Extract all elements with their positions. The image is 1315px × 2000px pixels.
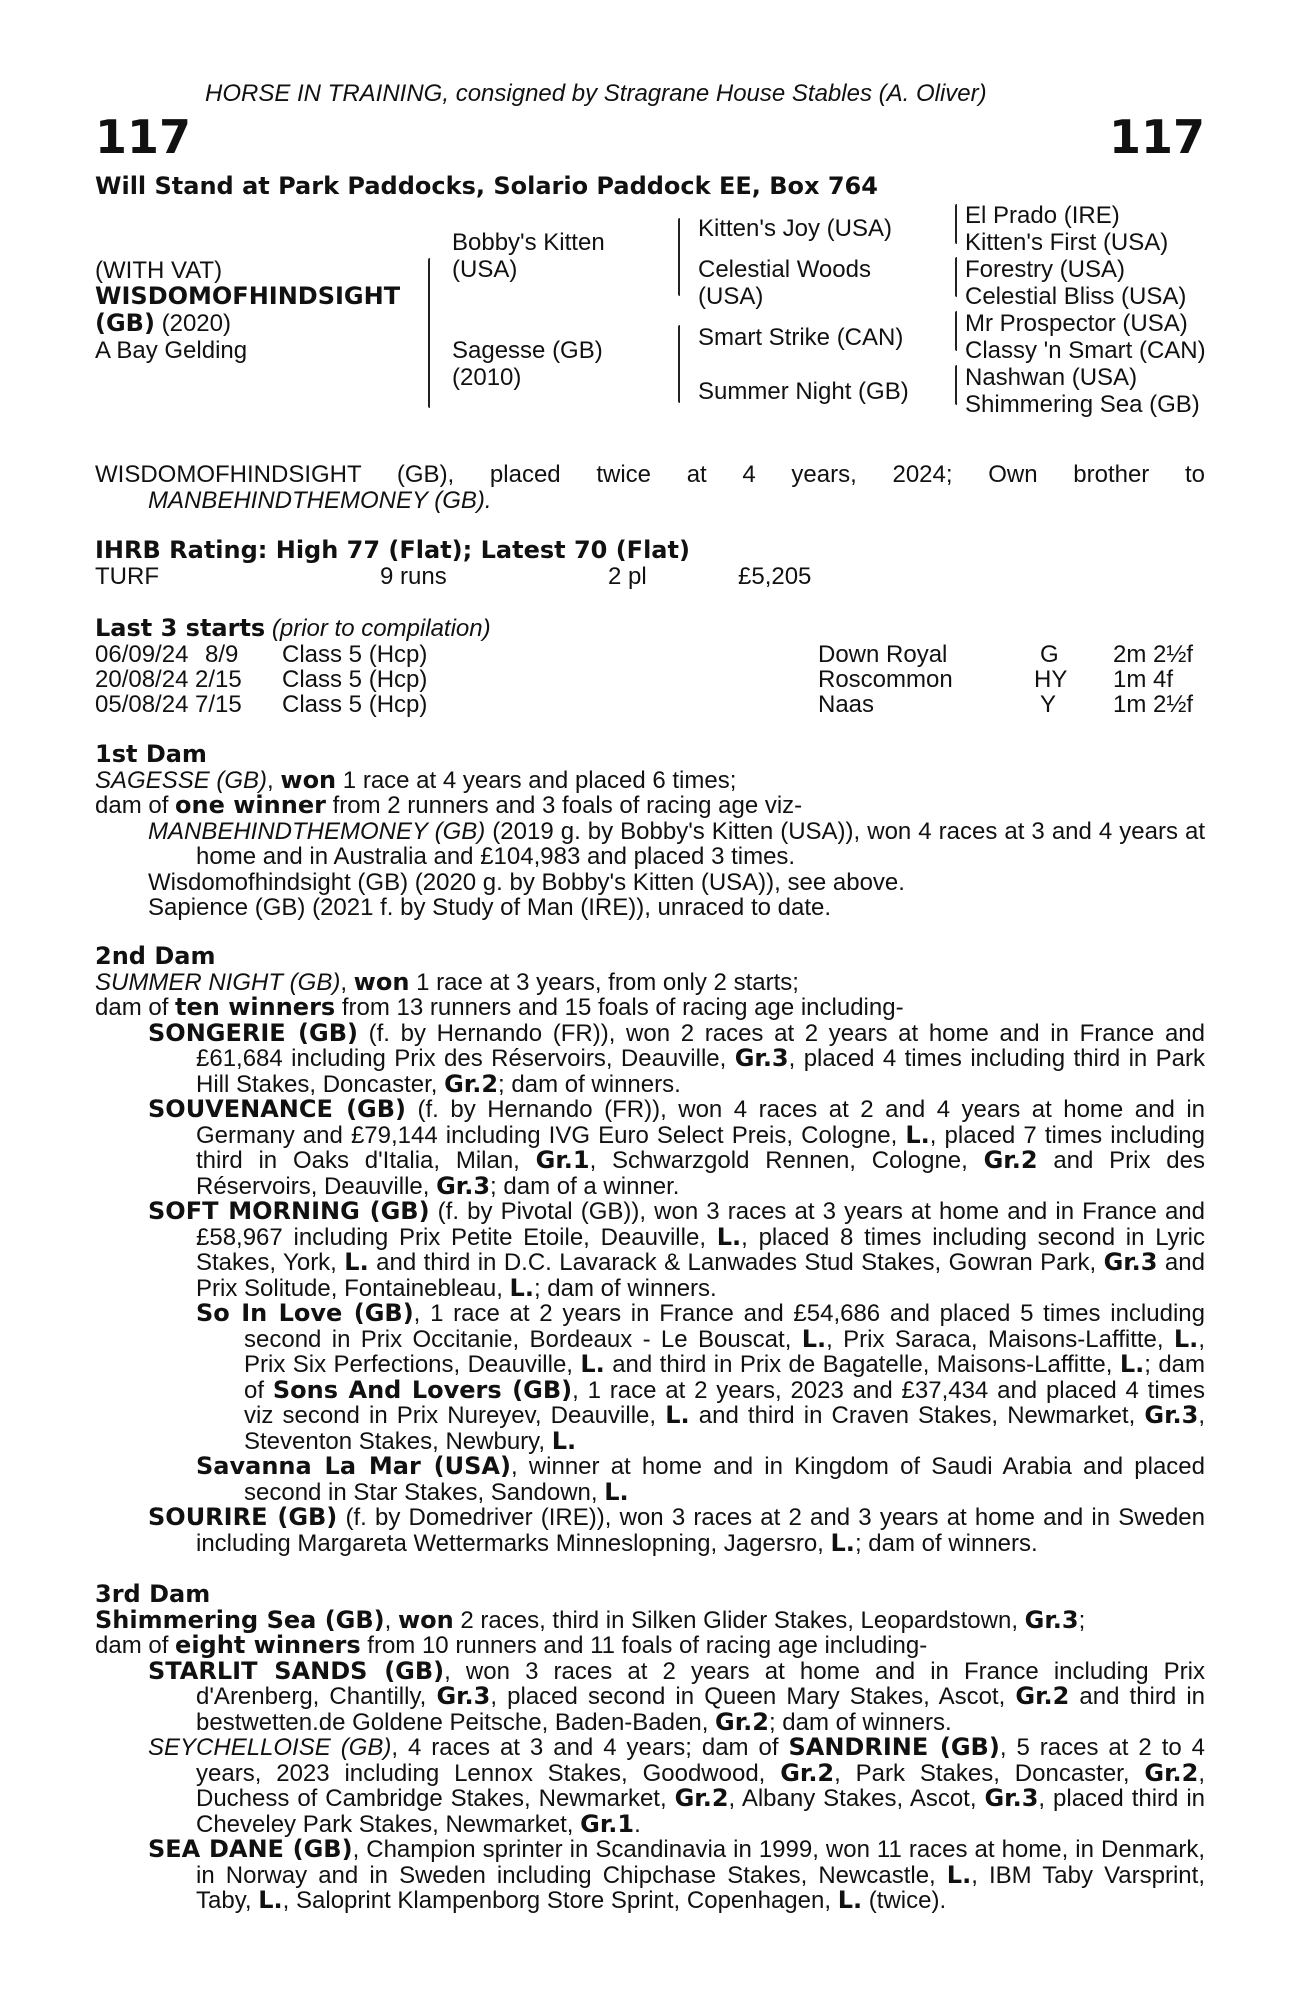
horse-origin-year [95,310,231,337]
text: , Steventon Stakes, Newbury, [244,1402,1205,1455]
start-position: 8/9 [205,641,239,668]
text: (f. by Hernando (FR)), won 4 races at 2 and 4 years at home and in Germany and £79,144 including IVG Euro Select Preis, Cologne, [196,1096,1205,1149]
dam-name: Sagesse (GB) [452,337,603,364]
first-dam-name: SAGESSE (GB) [95,766,268,794]
start-distance: 2m 2½f [1113,641,1194,668]
text: (f. by Domedriver (IRE)), won 3 races at 2 and 3 years at home and in Sweden including Margareta Wettermarks Minneslopning, Jagersro, [196,1504,1205,1557]
ped-dds: Nashwan (USA) [965,364,1138,391]
pedigree-brace-dd [955,365,957,405]
pedigree-brace-dam [678,325,680,403]
sep: , [384,1606,398,1634]
text: from 13 runners and 15 foals of racing age including- [335,994,904,1021]
grade: Gr.1 [535,1146,590,1174]
progeny-entry: Wisdomofhindsight (GB) (2020 g. by Bobby's Kitten (USA)), see above. [148,868,905,896]
horse-year: (2020) [154,310,231,337]
start-course: Down Royal [818,641,948,668]
last-starts-title: Last 3 starts [95,614,266,642]
ped-ssd: Kitten's First (USA) [965,229,1169,256]
text: , Park Stakes, Doncaster, [834,1759,1145,1787]
second-dam-section [95,944,1205,1556]
grade: Gr.3 [734,1044,789,1072]
text: ; dam of winners. [768,1708,952,1736]
text: , Champion sprinter in Scandinavia in 1999, won 11 races at home, in Denmark, in Norway and in Sweden including Chipchase Stakes, Newcastle, [196,1836,1205,1889]
text: , Prix Saraca, Maisons-Laffitte, [826,1325,1174,1353]
start-going: HY [1034,666,1068,693]
grade: L. [801,1324,827,1353]
grade: Gr.2 [444,1069,499,1098]
progeny-entry [148,819,1205,870]
text: (f. by Pivotal (GB)), won 3 races at 3 years at home and in France and £58,967 including Prix Petite Etoile, Deauville, [196,1198,1206,1251]
grade: Gr.2 [1015,1682,1070,1710]
start-position: 2/15 [195,666,242,693]
horse-name: WISDOMOFHINDSIGHT [95,282,401,310]
progeny-name: MANBEHINDTHEMONEY (GB) [148,817,486,845]
grand-progeny-entry [196,1454,1205,1505]
dam-sire: Smart Strike (CAN) [698,324,904,351]
progeny-entry [148,1656,1206,1736]
third-dam-title: 3rd Dam [95,1580,211,1608]
first-dam-title: 1st Dam [95,740,207,768]
grade: Gr.2 [674,1784,729,1812]
summary-line: WISDOMOFHINDSIGHT (GB), placed twice at 4 years, 2024; Own brother to [95,461,1205,488]
grade: Gr.1 [580,1809,635,1838]
progeny-name: SONGERIE (GB) [148,1018,358,1047]
grade: Gr.3 [436,1682,491,1710]
second-dam-title: 2nd Dam [95,942,216,970]
progeny-name: Sons And Lovers (GB) [272,1375,573,1404]
pedigree-brace-ds [955,311,957,351]
lot-number-left: 117 [95,110,192,164]
grade: Gr.3 [436,1171,491,1200]
grade: Gr.3 [1144,1401,1199,1429]
rating-title: IHRB Rating: High 77 (Flat); Latest 70 (Flat) [95,536,690,564]
progeny-name: SEA DANE (GB) [148,1835,353,1863]
grade: Gr.2 [1144,1758,1199,1787]
start-class: Class 5 (Hcp) [282,666,428,693]
progeny-name: STARLIT SANDS (GB) [148,1656,445,1685]
summary-brother: MANBEHINDTHEMONEY (GB). [148,486,492,514]
start-class: Class 5 (Hcp) [282,691,428,718]
won-label: won [280,765,337,794]
start-course: Roscommon [818,666,953,693]
grade: L. [716,1222,742,1251]
pedigree-brace-sd [955,257,957,297]
progeny-name: SEYCHELLOISE (GB) [148,1734,392,1761]
text: , Saloprint Klampenborg Store Sprint, Copenhagen, [282,1887,838,1914]
first-dam-section [95,742,1205,921]
text: from 2 runners and 3 foals of racing age viz- [325,792,803,819]
text: . [634,1810,641,1838]
progeny-entry [148,1505,1205,1556]
consignment-header: HORSE IN TRAINING, consigned by Stragrane House Stables (A. Oliver) [205,80,987,107]
text: , Prix Six Perfections, Deauville, [244,1325,1205,1378]
dam-dam: Summer Night (GB) [698,378,909,405]
progeny-entry [148,1735,1205,1837]
grade: L. [665,1401,690,1429]
start-row [95,666,1205,691]
text: , placed third in Cheveley Park Stakes, Newmarket, [196,1785,1206,1838]
start-date: 05/08/24 [95,691,189,718]
ped-dss: Mr Prospector (USA) [965,310,1188,337]
text: (f. by Hernando (FR)), won 2 races at 2 years at home and in France and £61,684 including Prix des Réservoirs, Deauville, [196,1019,1205,1072]
won-label: won [397,1605,454,1634]
second-dam-name: SUMMER NIGHT (GB) [95,968,341,996]
last-starts-note: (prior to compilation) [271,615,491,642]
winners-count: eight winners [175,1631,361,1659]
grade: L. [344,1248,369,1276]
grade: Gr.3 [1103,1248,1158,1276]
sep: , [340,968,354,996]
start-date: 20/08/24 [95,666,189,693]
text: and Prix Solitude, Fontainebleau, [196,1249,1205,1302]
grade: L. [1173,1324,1199,1353]
text: , Duchess of Cambridge Stakes, Newmarket, [196,1759,1205,1812]
sire-origin: (USA) [452,256,518,283]
text: , 4 races at 3 and 4 years; dam of [391,1734,789,1761]
start-date: 06/09/24 [95,641,189,668]
winners-count: ten winners [175,993,336,1021]
horse-origin: (GB) [95,309,155,337]
winners-count: one winner [175,791,326,819]
third-dam-line1 [95,1605,1205,1634]
text: dam of [95,994,176,1021]
text: , placed 4 times including third in Park Hill Stakes, Doncaster, [196,1045,1206,1098]
horse-description: A Bay Gelding [95,337,248,364]
pedigree-brace-ss [955,204,957,244]
text: from 10 runners and 11 foals of racing age including- [360,1632,928,1659]
lot-number-right: 117 [1108,110,1205,164]
text: ; dam of a winner. [490,1172,680,1200]
start-row [95,641,1205,666]
second-dam-line2 [95,995,1205,1021]
text: , 1 race at 2 years, 2023 and £37,434 and placed 4 times viz second in Prix Nureyev, Deauville, [244,1376,1206,1429]
horse-summary [95,462,1205,513]
progeny-name: SANDRINE (GB) [788,1733,1000,1761]
start-going: Y [1040,691,1057,718]
rating-placed: 2 pl [608,563,647,590]
vat-note: (WITH VAT) [95,257,223,284]
text: , winner at home and in Kingdom of Saudi Arabia and placed second in Star Stakes, Sandown, [244,1453,1205,1506]
sire-dam-origin: (USA) [698,283,764,310]
grade: L. [580,1350,605,1378]
text: 1 race at 3 years, from only 2 starts; [409,968,799,996]
text: (2019 g. by Bobby's Kitten (USA)), won 4 races at 3 and 4 years at home and in Australia and £104,983 and placed 3 times. [196,817,1205,870]
text: , 1 race at 2 years in France and £54,686 and placed 5 times including second in Prix Occitanie, Bordeaux - Le Bouscat, [244,1300,1205,1353]
text: ; dam of winners. [854,1529,1038,1557]
grade: L. [830,1528,855,1557]
progeny-name: SOFT MORNING (GB) [148,1197,430,1225]
ped-ddd: Shimmering Sea (GB) [965,391,1200,418]
text: ; dam of winners. [498,1070,681,1098]
text: and third in bestwetten.de Goldene Peitsche, Baden-Baden, [196,1683,1205,1736]
text: , placed 8 times including second in Lyric Stakes, York, [196,1223,1206,1276]
text: and third in Prix de Bagatelle, Maisons-Laffitte, [604,1351,1120,1378]
text: ; [1078,1606,1086,1634]
grade: L. [946,1860,972,1889]
grade: L. [258,1886,283,1914]
text: , won 3 races at 2 years at home and in France including Prix d'Arenberg, Chantilly, [196,1657,1206,1710]
sire-dam: Celestial Woods [698,256,871,283]
third-dam-section [95,1582,1205,1914]
start-row [95,691,1205,716]
grade: L. [509,1273,534,1302]
grade: L. [837,1886,863,1914]
progeny-entry [148,1837,1205,1914]
grand-progeny-entry [196,1301,1205,1454]
text: and third in D.C. Lavarack & Lanwades Stud Stakes, Gowran Park, [368,1249,1104,1276]
text: dam of [95,1632,176,1659]
progeny-name: So In Love (GB) [196,1299,414,1327]
text: ; dam of [244,1351,1206,1404]
progeny-name: Savanna La Mar (USA) [196,1452,511,1480]
third-dam-name: Shimmering Sea (GB) [95,1605,385,1634]
start-course: Naas [818,691,875,718]
first-dam-line1 [95,765,1205,794]
text: and Prix des Réservoirs, Deauville, [196,1147,1205,1200]
ped-sdd: Celestial Bliss (USA) [965,283,1187,310]
text: dam of [95,792,176,819]
progeny-entry: Sapience (GB) (2021 f. by Study of Man (IRE)), unraced to date. [148,894,832,921]
third-dam-line2 [95,1633,1205,1659]
text: , Schwarzgold Rennen, Cologne, [589,1147,984,1174]
grade: L. [1119,1350,1145,1378]
sire-sire: Kitten's Joy (USA) [698,215,892,242]
text: ; dam of winners. [533,1274,717,1302]
rating-runs: 9 runs [380,563,447,590]
ped-dsd: Classy 'n Smart (CAN) [965,337,1206,364]
grade: L. [604,1477,629,1506]
grade: Gr.3 [984,1784,1039,1812]
progeny-name: SOUVENANCE (GB) [148,1095,407,1123]
text: , IBM Taby Varsprint, Taby, [196,1861,1205,1914]
text: , placed second in Queen Mary Stakes, Ascot, [490,1683,1016,1710]
stand-location: Will Stand at Park Paddocks, Solario Paddock EE, Box 764 [95,172,878,200]
pedigree-brace-main [428,258,430,408]
text: 1 race at 4 years and placed 6 times; [336,766,737,794]
sire-name: Bobby's Kitten [452,229,605,256]
start-class: Class 5 (Hcp) [282,641,428,668]
progeny-entry [148,1018,1206,1098]
grade: Gr.3 [1024,1605,1079,1634]
first-dam-line2 [95,793,1205,819]
text: , 5 races at 2 to 4 years, 2023 including Lennox Stakes, Goodwood, [196,1734,1206,1787]
second-dam-line1 [95,967,1205,996]
start-position: 7/15 [195,691,242,718]
progeny-name: SOURIRE (GB) [148,1503,338,1531]
grade: Gr.2 [780,1758,835,1787]
start-distance: 1m 4f [1113,666,1174,693]
text: , placed 7 times including third in Oaks d'Italia, Milan, [196,1121,1205,1174]
rating-surface: TURF [95,563,159,590]
text: (twice). [862,1887,947,1914]
sep: , [267,766,281,794]
grade: L. [551,1426,577,1455]
rating-earnings: £5,205 [738,563,812,590]
grade: L. [905,1120,930,1149]
won-label: won [353,967,410,996]
text: , Albany Stakes, Ascot, [728,1785,985,1812]
progeny-entry [148,1199,1205,1301]
text: 2 races, third in Silken Glider Stakes, Leopardstown, [453,1606,1025,1634]
ped-sds: Forestry (USA) [965,256,1126,283]
start-distance: 1m 2½f [1113,691,1194,718]
progeny-entry [148,1097,1205,1199]
grade: Gr.2 [715,1707,769,1736]
last-starts-heading [95,615,491,642]
start-going: G [1040,641,1059,668]
text: and third in Craven Stakes, Newmarket, [689,1402,1145,1429]
dam-year: (2010) [452,364,522,391]
grade: Gr.2 [983,1146,1038,1174]
pedigree-brace-sire [678,218,680,296]
ped-sss: El Prado (IRE) [965,202,1120,229]
